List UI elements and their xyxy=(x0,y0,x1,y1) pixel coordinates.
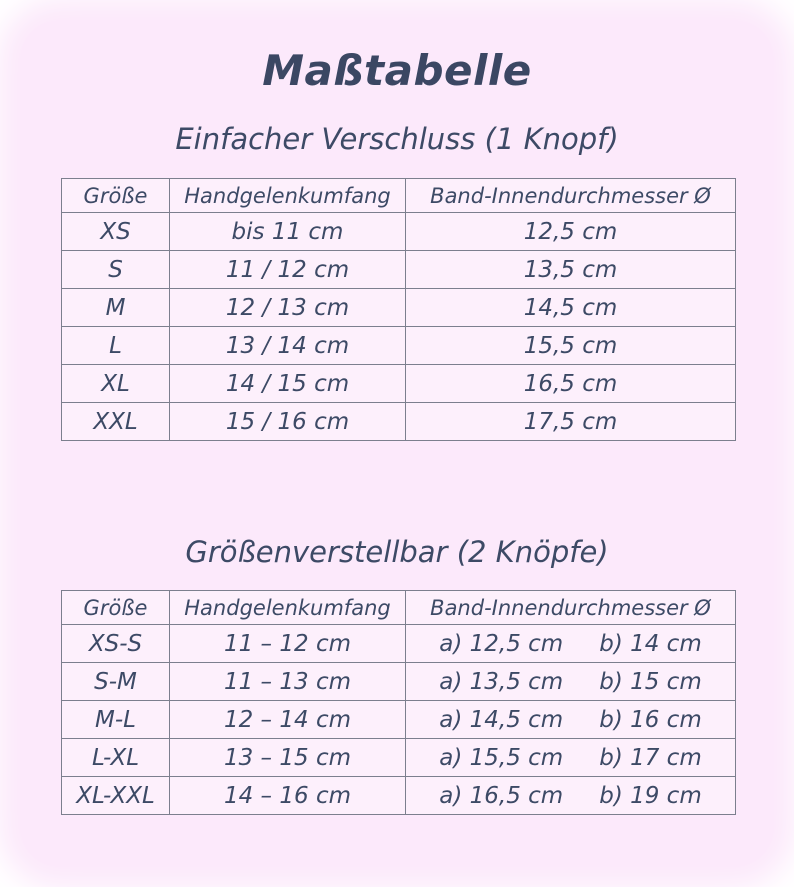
diameter-a: a) 16,5 cm xyxy=(439,782,564,809)
diameter-cell xyxy=(406,739,736,777)
table-row xyxy=(62,213,736,251)
diameter-cell: 15,5 cm xyxy=(406,327,736,365)
wrist-cell: 13 / 14 cm xyxy=(170,327,406,365)
table-row xyxy=(62,739,736,777)
diameter-cell xyxy=(406,663,736,701)
diameter-b: b) 14 cm xyxy=(599,630,702,657)
wrist-cell: 14 – 16 cm xyxy=(170,777,406,815)
page-title: Maßtabelle xyxy=(262,46,532,95)
wrist-cell: 12 / 13 cm xyxy=(170,289,406,327)
column-header-size: Größe xyxy=(62,591,170,625)
column-header-diameter: Band-Innendurchmesser Ø xyxy=(406,591,736,625)
table-row xyxy=(62,777,736,815)
diameter-cell: 14,5 cm xyxy=(406,289,736,327)
column-header-diameter: Band-Innendurchmesser Ø xyxy=(406,179,736,213)
wrist-cell: 15 / 16 cm xyxy=(170,403,406,441)
column-header-wrist: Handgelenkumfang xyxy=(170,591,406,625)
diameter-cell xyxy=(406,625,736,663)
wrist-cell: 11 / 12 cm xyxy=(170,251,406,289)
diameter-a: a) 15,5 cm xyxy=(439,744,564,771)
wrist-cell: 11 – 12 cm xyxy=(170,625,406,663)
diameter-b: b) 17 cm xyxy=(599,744,702,771)
size-cell: XL xyxy=(62,365,170,403)
single-button-size-table xyxy=(61,178,736,441)
section1-heading: Einfacher Verschluss (1 Knopf) xyxy=(175,122,619,156)
table-row xyxy=(62,403,736,441)
table-header-row xyxy=(62,591,736,625)
diameter-a: a) 12,5 cm xyxy=(439,630,564,657)
wrist-cell: 11 – 13 cm xyxy=(170,663,406,701)
diameter-cell: 17,5 cm xyxy=(406,403,736,441)
column-header-wrist: Handgelenkumfang xyxy=(170,179,406,213)
size-cell: XXL xyxy=(62,403,170,441)
size-cell: L-XL xyxy=(62,739,170,777)
table-row xyxy=(62,701,736,739)
diameter-cell: 13,5 cm xyxy=(406,251,736,289)
diameter-a: a) 13,5 cm xyxy=(439,668,564,695)
diameter-cell: 12,5 cm xyxy=(406,213,736,251)
wrist-cell: 13 – 15 cm xyxy=(170,739,406,777)
table-header-row xyxy=(62,179,736,213)
table-row xyxy=(62,663,736,701)
wrist-cell: 14 / 15 cm xyxy=(170,365,406,403)
adjustable-size-table xyxy=(61,590,736,815)
wrist-cell: 12 – 14 cm xyxy=(170,701,406,739)
diameter-cell xyxy=(406,777,736,815)
size-cell: XS-S xyxy=(62,625,170,663)
size-cell: XL-XXL xyxy=(62,777,170,815)
size-cell: S-M xyxy=(62,663,170,701)
size-cell: M xyxy=(62,289,170,327)
size-cell: S xyxy=(62,251,170,289)
diameter-b: b) 19 cm xyxy=(599,782,702,809)
table-row xyxy=(62,365,736,403)
table-row xyxy=(62,625,736,663)
diameter-b: b) 15 cm xyxy=(599,668,702,695)
size-cell: M-L xyxy=(62,701,170,739)
diameter-b: b) 16 cm xyxy=(599,706,702,733)
diameter-a: a) 14,5 cm xyxy=(439,706,564,733)
table-row xyxy=(62,251,736,289)
diameter-cell xyxy=(406,701,736,739)
section2-heading: Größenverstellbar (2 Knöpfe) xyxy=(185,535,609,569)
size-cell: XS xyxy=(62,213,170,251)
wrist-cell: bis 11 cm xyxy=(170,213,406,251)
diameter-cell: 16,5 cm xyxy=(406,365,736,403)
column-header-size: Größe xyxy=(62,179,170,213)
table-row xyxy=(62,327,736,365)
table-row xyxy=(62,289,736,327)
size-cell: L xyxy=(62,327,170,365)
